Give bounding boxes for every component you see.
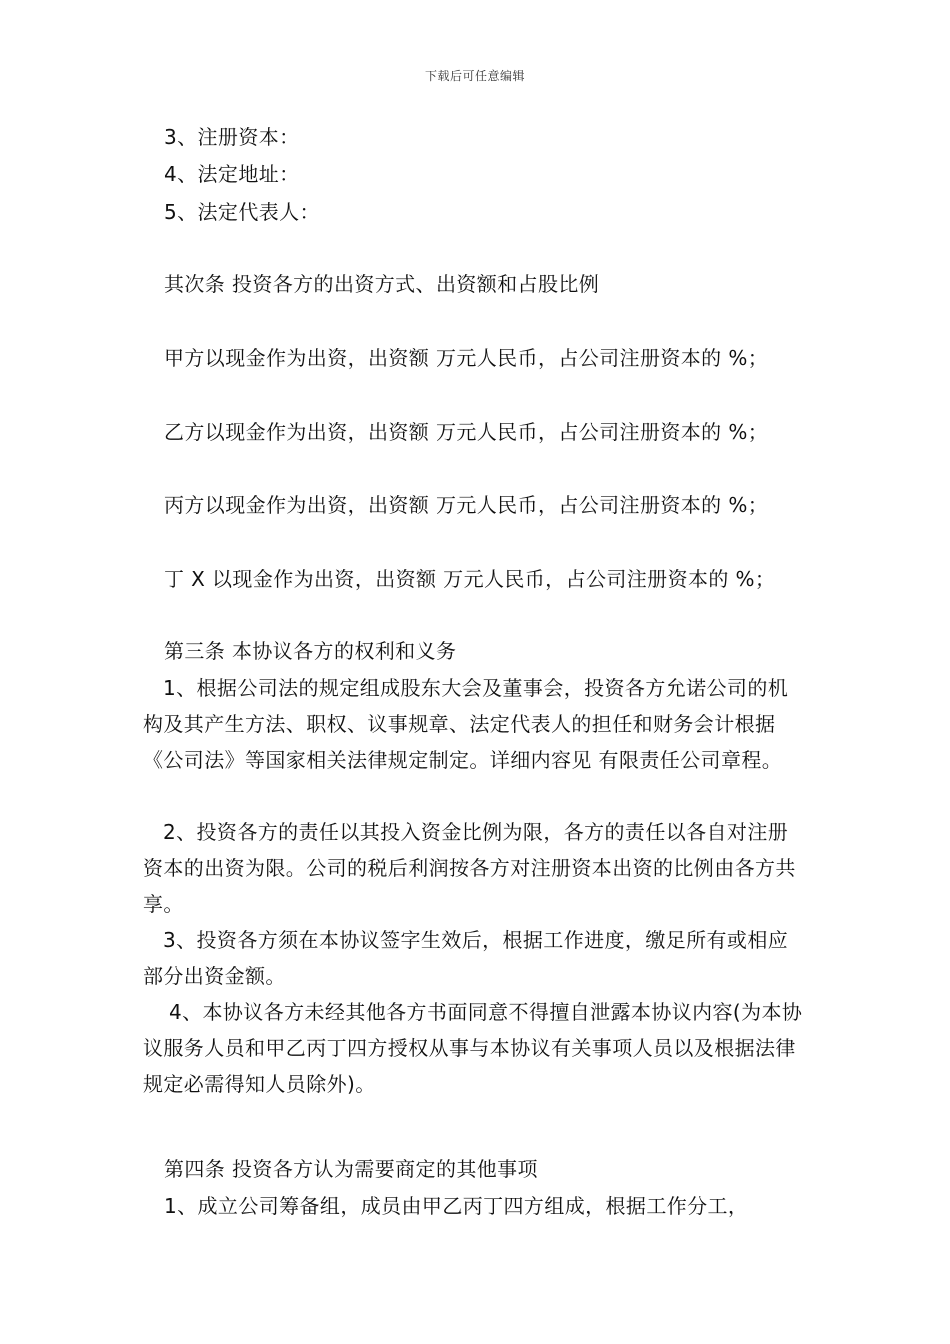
article4-title: 第四条 投资各方认为需要商定的其他事项: [164, 1157, 538, 1181]
page-header: 下载后可任意编辑: [424, 69, 525, 83]
legal-representative-line: 5、法定代表人：: [164, 200, 320, 224]
contribution-party-a: 甲方以现金作为出资，出资额 万元人民币，占公司注册资本的 %；: [164, 346, 769, 370]
legal-address-line: 4、法定地址：: [164, 162, 300, 186]
contribution-party-d: 丁 X 以现金作为出资，出资额 万元人民币，占公司注册资本的 %；: [164, 567, 776, 591]
article2-title: 其次条 投资各方的出资方式、出资额和占股比例: [164, 272, 600, 296]
registered-capital-line: 3、注册资本：: [164, 125, 300, 149]
article3-clause-2: 2、投资各方的责任以其投入资金比例为限，各方的责任以各自对注册资本的出资为限。公司的税后利润按各方对注册资本出资的比例由各方共享。: [143, 820, 796, 916]
article3-clause-3: 3、投资各方须在本协议签字生效后，根据工作进度，缴足所有或相应部分出资金额。: [143, 928, 789, 988]
article3-clause-1: 1、根据公司法的规定组成股东大会及董事会，投资各方允诺公司的机构及其产生方法、职权、议事规章、法定代表人的担任和财务会计根据《公司法》等国家相关法律规定制定。详细内容见 有限责任公司章程。: [143, 676, 789, 772]
contribution-party-b: 乙方以现金作为出资，出资额 万元人民币，占公司注册资本的 %；: [164, 420, 769, 444]
contribution-party-c: 丙方以现金作为出资，出资额 万元人民币，占公司注册资本的 %；: [164, 493, 769, 517]
article3-clause-4: 4、本协议各方未经其他各方书面同意不得擅自泄露本协议内容(为本协议服务人员和甲乙丙丁四方授权从事与本协议有关事项人员以及根据法律规定必需得知人员除外)。: [143, 1000, 803, 1096]
article4-clause-1: 1、成立公司筹备组，成员由甲乙丙丁四方组成，根据工作分工，: [164, 1194, 749, 1218]
article3-title: 第三条 本协议各方的权利和义务: [164, 639, 457, 663]
